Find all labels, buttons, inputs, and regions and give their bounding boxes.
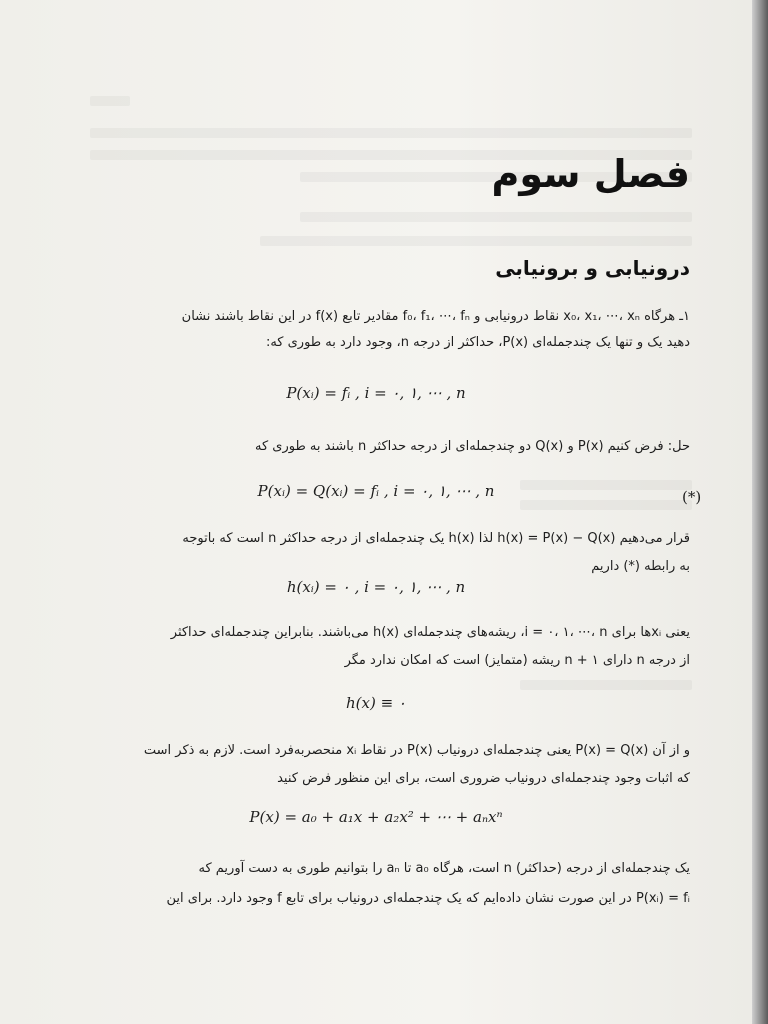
section-title: درونیابی و برونیابی	[495, 256, 690, 280]
bleed-through	[90, 96, 130, 106]
paragraph-2-line-1: قرار می‌دهیم h(x) = P(x) − Q(x) لذا h(x) یک چندجمله‌ای از درجه حداکثر n است که باتوجه	[182, 531, 690, 546]
paragraph-3-line-1: یعنی xᵢها برای i = ۰، ۱، ⋯، n، ریشه‌های چندجمله‌ای h(x) می‌باشند. بنابراین چندجمله‌ای حداکثر	[170, 625, 690, 640]
page-edge-shadow	[752, 0, 768, 1024]
bleed-through	[260, 236, 692, 246]
bleed-through	[300, 212, 692, 222]
paragraph-5-line-2: P(xᵢ) = fᵢ در این صورت نشان داده‌ایم که یک چندجمله‌ای درونیاب برای تابع f وجود دارد. برای این	[166, 891, 690, 906]
paragraph-5-line-1: یک چندجمله‌ای از درجه (حداکثر) n است، هرگاه a₀ تا aₙ را بتوانیم طوری به دست آوریم که	[198, 861, 690, 876]
chapter-title: فصل سوم	[491, 152, 690, 196]
equation-2: P(xᵢ) = Q(xᵢ) = fᵢ , i = ۰, ۱, ⋯ , n	[257, 482, 495, 500]
paragraph-2-line-2: به رابطه (*) داریم	[591, 559, 690, 574]
bleed-through	[90, 128, 692, 138]
paragraph-4-line-2: که اثبات وجود چندجمله‌ای درونیاب ضروری است، برای این منظور فرض کنید	[277, 771, 690, 786]
equation-1: P(xᵢ) = fᵢ , i = ۰, ۱, ⋯ , n	[286, 384, 466, 402]
paragraph-4-line-1: و از آن P(x) = Q(x) یعنی چندجمله‌ای درونیاب P(x) در نقاط xᵢ منحصربه‌فرد است. لازم به ذکر است	[143, 743, 690, 758]
equation-5: P(x) = a₀ + a₁x + a₂x² + ⋯ + aₙxⁿ	[249, 808, 503, 826]
solution-line-1: حل: فرض کنیم P(x) و Q(x) دو چندجمله‌ای از درجه حداکثر n باشند به طوری که	[254, 439, 690, 454]
equation-3: h(xᵢ) = ۰ , i = ۰, ۱, ⋯ , n	[286, 578, 466, 596]
bleed-through	[520, 500, 692, 510]
bleed-through	[520, 680, 692, 690]
equation-4: h(x) ≡ ۰	[346, 694, 406, 712]
equation-2-tag: (*)	[682, 488, 702, 506]
problem-1-line-1: ۱ـ هرگاه x₀، x₁، ⋯، xₙ نقاط درونیابی و f₀، f₁، ⋯، fₙ مقادیر تابع f(x) در این نقاط باشند نشان	[181, 309, 690, 324]
paragraph-3-line-2: از درجه n دارای n + ۱ ریشه (متمایز) است که امکان ندارد مگر	[344, 653, 690, 668]
problem-1-line-2: دهید یک و تنها یک چندجمله‌ای P(x)، حداکثر از درجه n، وجود دارد به طوری که:	[265, 335, 690, 350]
